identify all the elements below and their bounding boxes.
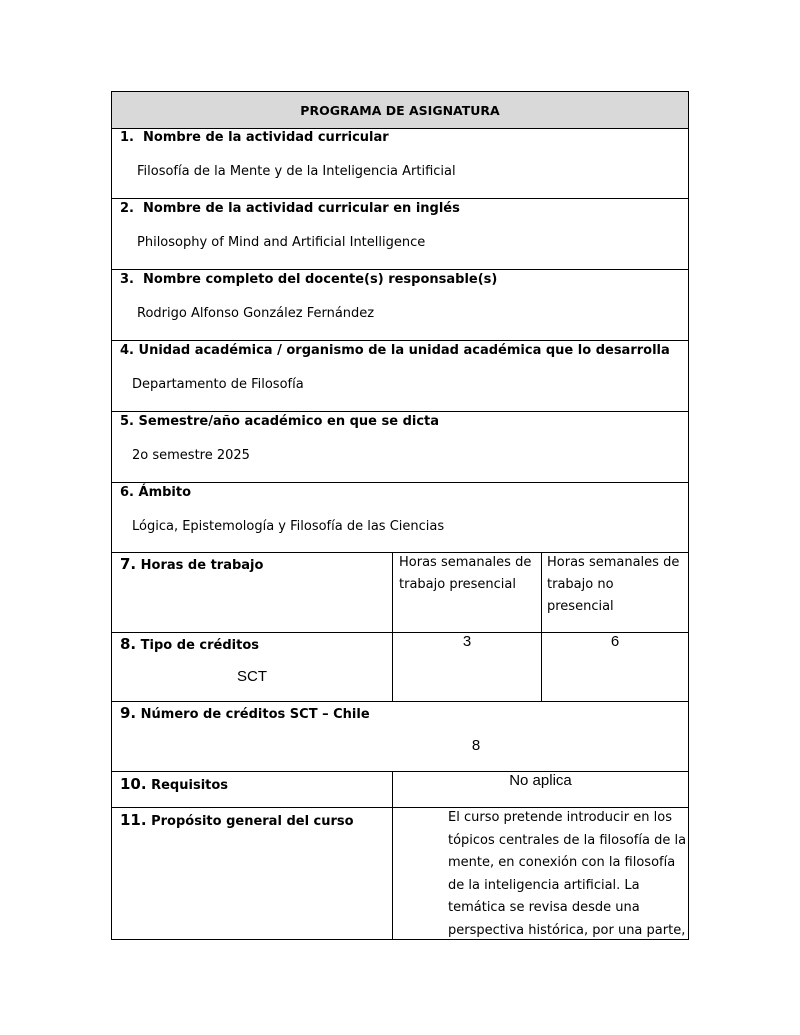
section-3-label: 3. Nombre completo del docente(s) responsable(s) <box>120 272 498 287</box>
paragraph-line: mente, en conexión con la filosofía <box>448 855 676 870</box>
paragraph-line: de la inteligencia artificial. La <box>448 877 640 893</box>
section-5-value: 2o semestre 2025 <box>132 448 250 463</box>
paragraph-line: perspectiva histórica, por una parte, <box>448 922 686 938</box>
presential-hours-value: 3 <box>462 633 472 650</box>
section-1-value: Filosofía de la Mente y de la Inteligencia Artificial <box>137 164 456 179</box>
hours-nonpresential-header: Horas semanales de trabajo no presencial <box>547 555 680 614</box>
col-divider <box>392 552 393 701</box>
nonpresential-hours-value: 6 <box>610 633 620 650</box>
section-6-value: Lógica, Epistemología y Filosofía de las Ciencias <box>132 519 445 534</box>
section-2-value: Philosophy of Mind and Artificial Intelligence <box>137 235 426 250</box>
hours-presential-header: Horas semanales de trabajo presencial <box>399 555 532 592</box>
requirements-value: No aplica <box>509 772 572 789</box>
row-divider <box>112 701 688 702</box>
table-header <box>112 92 688 128</box>
col-divider <box>541 552 542 701</box>
section-3-value: Rodrigo Alfonso González Fernández <box>137 306 375 321</box>
col-divider <box>392 771 393 940</box>
program-table <box>111 91 689 940</box>
section-9-label: 9. Número de créditos SCT – Chile <box>120 704 370 722</box>
row-divider <box>112 198 688 199</box>
row-divider <box>112 340 688 341</box>
row-divider <box>112 128 688 129</box>
section-10-label: 10. Requisitos <box>120 775 229 793</box>
section-7-label: 7. Horas de trabajo <box>120 555 264 573</box>
page-title: PROGRAMA DE ASIGNATURA <box>300 102 500 118</box>
row-divider <box>112 482 688 483</box>
sct-credits-value: 8 <box>471 737 481 754</box>
paragraph-line: tópicos centrales de la filosofía de la <box>448 832 687 848</box>
section-11-label: 11. Propósito general del curso <box>120 811 354 829</box>
credit-type-value: SCT <box>237 668 267 685</box>
section-8-label: 8. Tipo de créditos <box>120 635 259 653</box>
section-5-label: 5. Semestre/año académico en que se dicta <box>120 414 440 429</box>
row-divider <box>112 411 688 412</box>
section-2-label: 2. Nombre de la actividad curricular en inglés <box>120 201 460 216</box>
section-1-label: 1. Nombre de la actividad curricular <box>120 130 389 145</box>
section-6-label: 6. Ámbito <box>120 485 192 500</box>
paragraph-line: El curso pretende introducir en los <box>448 810 672 825</box>
section-4-value: Departamento de Filosofía <box>132 377 304 392</box>
row-divider <box>112 269 688 270</box>
paragraph-line: temática se revisa desde una <box>448 900 640 915</box>
section-4-label: 4. Unidad académica / organismo de la unidad académica que lo desarrolla <box>120 343 670 358</box>
course-purpose-text <box>448 807 688 940</box>
